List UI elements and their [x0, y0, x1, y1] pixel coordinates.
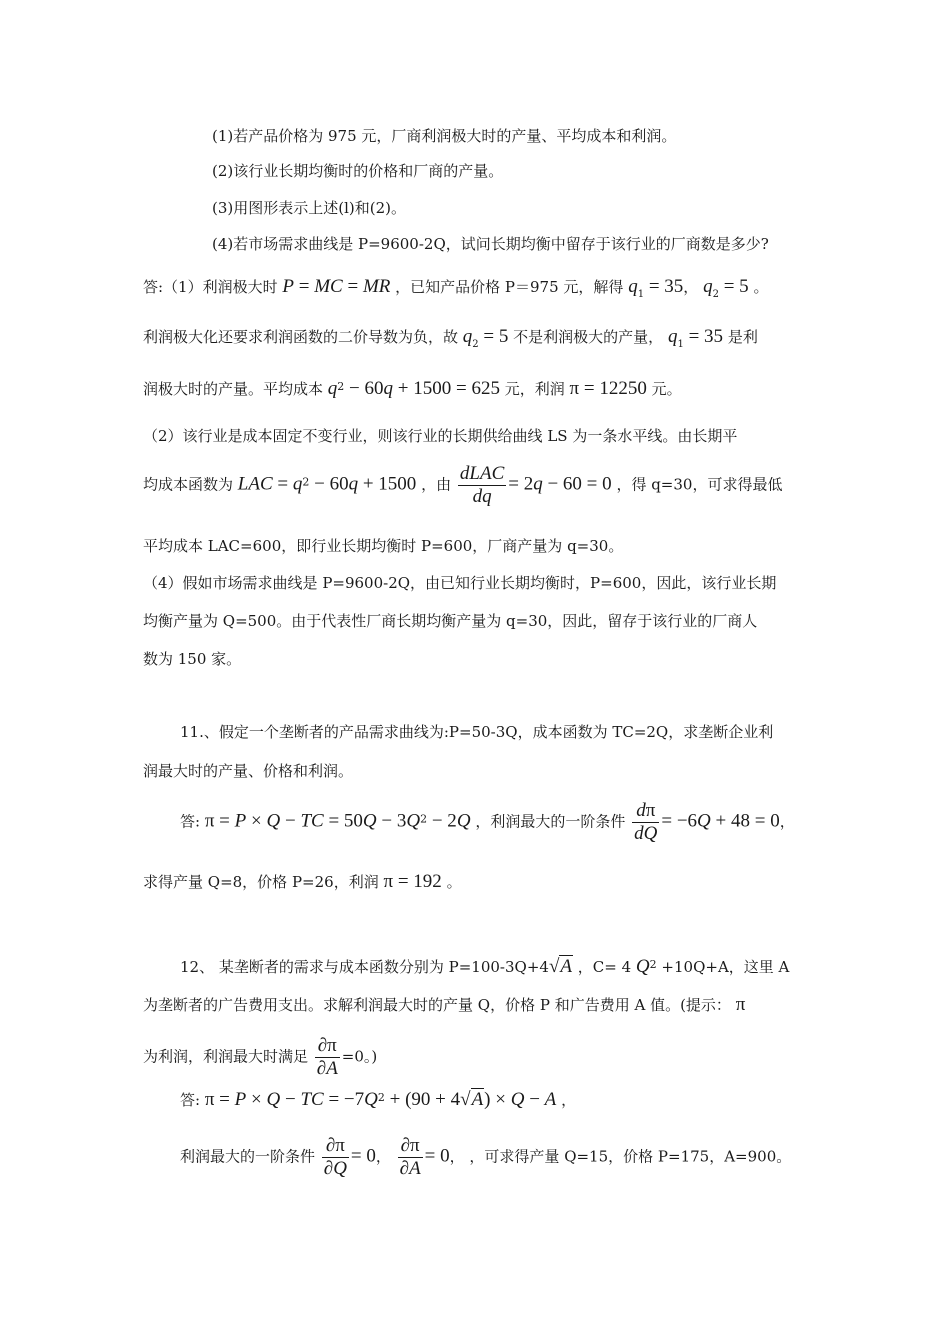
answer-4-line-2: 均衡产量为 Q=500。由于代表性厂商长期均衡产量为 q=30，因此，留存于该行业的厂商人	[143, 612, 758, 630]
answer-4-line-1: （4）假如市场需求曲线是 P=9600-2Q，由已知行业长期均衡时，P=600，因此，该行业长期	[143, 574, 777, 592]
answer-11-line-1: 答: π = P × Q − TC = $50Q - 3Q^2 - 2Q$ ，利润最大的一阶条件 $\frac{d\pi}{dQ}$ = −6Q + 48 = 0，	[180, 800, 795, 844]
question-2: (2)该行业长期均衡时的价格和厂商的产量。	[212, 162, 504, 180]
answer-2-line-1: （2）该行业是成本固定不变行业，则该行业的长期供给曲线 LS 为一条水平线。由长期平	[143, 427, 738, 445]
dpi-dq-fraction: $\frac{d\pi}{dQ}$	[634, 800, 658, 844]
question-3: (3)用图形表示上述(l)和(2)。	[212, 199, 406, 217]
answer-4-line-3: 数为 150 家。	[143, 650, 242, 668]
answer-1-line-1: 答:（1）利润极大时 P = MC = MR ，已知产品价格 P＝975 元，解得 $q_1 = 35$， $q_2 = 5$ 。	[143, 276, 769, 300]
answer-1-line-2: 利润极大化还要求利润函数的二价导数为负，故 $q_2 = 5$ 不是利润极大的产量， $q_1 = 35$ 是利	[143, 326, 758, 350]
answer-2-line-2: 均成本函数为 LAC = $q^2 - 60q + 1500$ ，由 $\frac{\text{dLAC}}{dq}$ = 2q − 60 = 0 ，得 q=30，可求得最低	[143, 463, 783, 507]
question-12-line-3: 为利润，利润最大时满足 $\frac{\partial\pi}{\partial A}$ =0。)	[143, 1035, 378, 1079]
dlac-dq-fraction: $\frac{\text{dLAC}}{dq}$	[459, 463, 505, 507]
question-12-line-2: 为垄断者的广告费用支出。求解利润最大时的产量 Q，价格 P 和广告费用 A 值。(提示： π	[143, 994, 746, 1015]
partial-pi-partial-a-fraction: $\frac{\partial\pi}{\partial A}$	[316, 1035, 338, 1079]
answer-12-line-1: 答: π = P × Q − TC = $-7Q^2 + (90 + 4√A) \times Q - A$ ，	[180, 1089, 577, 1110]
question-11-line-2: 润最大时的产量、价格和利润。	[143, 762, 354, 780]
question-12-line-1: 12、 某垄断者的需求与成本函数分别为 P=100-3Q+4√A ，C= 4 $Q^2 +10Q+A$，这里 A	[180, 956, 790, 977]
partial-pi-partial-a-fraction-2: $\frac{\partial\pi}{\partial A}$	[399, 1135, 421, 1179]
question-4: (4)若市场需求曲线是 P=9600-2Q，试问长期均衡中留存于该行业的厂商数是多少?	[212, 235, 769, 253]
answer-11-line-2: 求得产量 Q=8，价格 P=26，利润 π = 192 。	[143, 871, 462, 892]
answer-12-line-2: 利润最大的一阶条件 $\frac{\partial\pi}{\partial Q}$ = 0， $\frac{\partial\pi}{\partial A}$ = 0， ，可求得产量 Q=15，价格 P=175，A=900。	[180, 1135, 792, 1179]
question-1: (1)若产品价格为 975 元，厂商利润极大时的产量、平均成本和利润。	[212, 127, 677, 145]
partial-pi-partial-q-fraction: $\frac{\partial\pi}{\partial Q}$	[323, 1135, 347, 1179]
answer-2-line-3: 平均成本 LAC=600，即行业长期均衡时 P=600，厂商产量为 q=30。	[143, 537, 624, 555]
answer-1-line-3: 润极大时的产量。平均成本 $q^2 - 60q + 1500 = 625$ 元，利润 π = 12250 元。	[143, 378, 682, 399]
question-11-line-1: 11.、假定一个垄断者的产品需求曲线为:P=50-3Q，成本函数为 TC=2Q，求垄断企业利	[180, 723, 774, 741]
sqrt-a: √A	[548, 956, 572, 977]
